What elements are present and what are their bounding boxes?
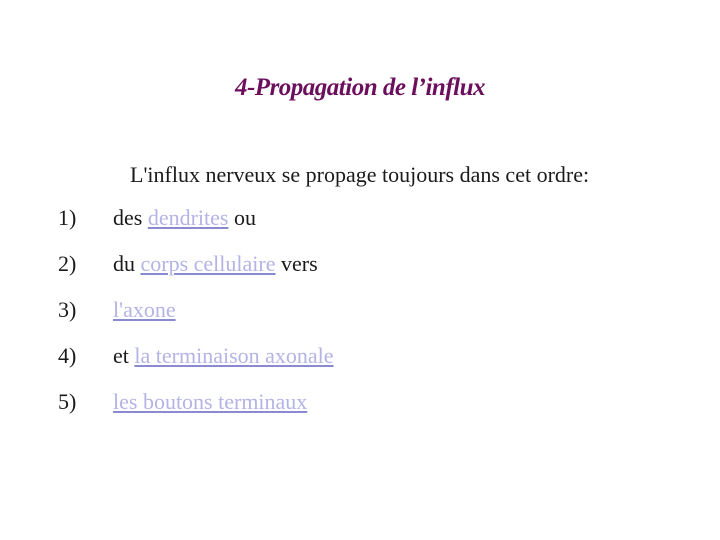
list-item-2 [58,251,334,297]
step-text-after: ou [228,205,256,230]
list-item-3 [58,297,334,343]
step-text-after: vers [275,251,318,276]
steps-list [58,205,334,435]
link-terminaison-axonale[interactable]: la terminaison axonale [134,343,334,368]
link-boutons-terminaux[interactable]: les boutons terminaux [113,389,308,414]
link-dendrites[interactable]: dendrites [147,205,229,230]
step-number: 3) [58,297,77,322]
step-number: 5) [58,389,77,414]
list-item-5 [58,389,334,435]
step-text-before: et [113,343,135,368]
step-number: 1) [58,205,77,230]
step-text-before: des [113,205,148,230]
list-item-1 [58,205,334,251]
step-number: 2) [58,251,77,276]
step-number: 4) [58,343,77,368]
slide-title: 4-Propagation de l’influx [234,74,485,101]
intro-text: L'influx nerveux se propage toujours dans cet ordre: [130,162,590,187]
list-item-4 [58,343,334,389]
step-text-before: du [113,251,141,276]
link-axone[interactable]: l'axone [113,297,176,322]
link-corps-cellulaire[interactable]: corps cellulaire [140,251,276,276]
